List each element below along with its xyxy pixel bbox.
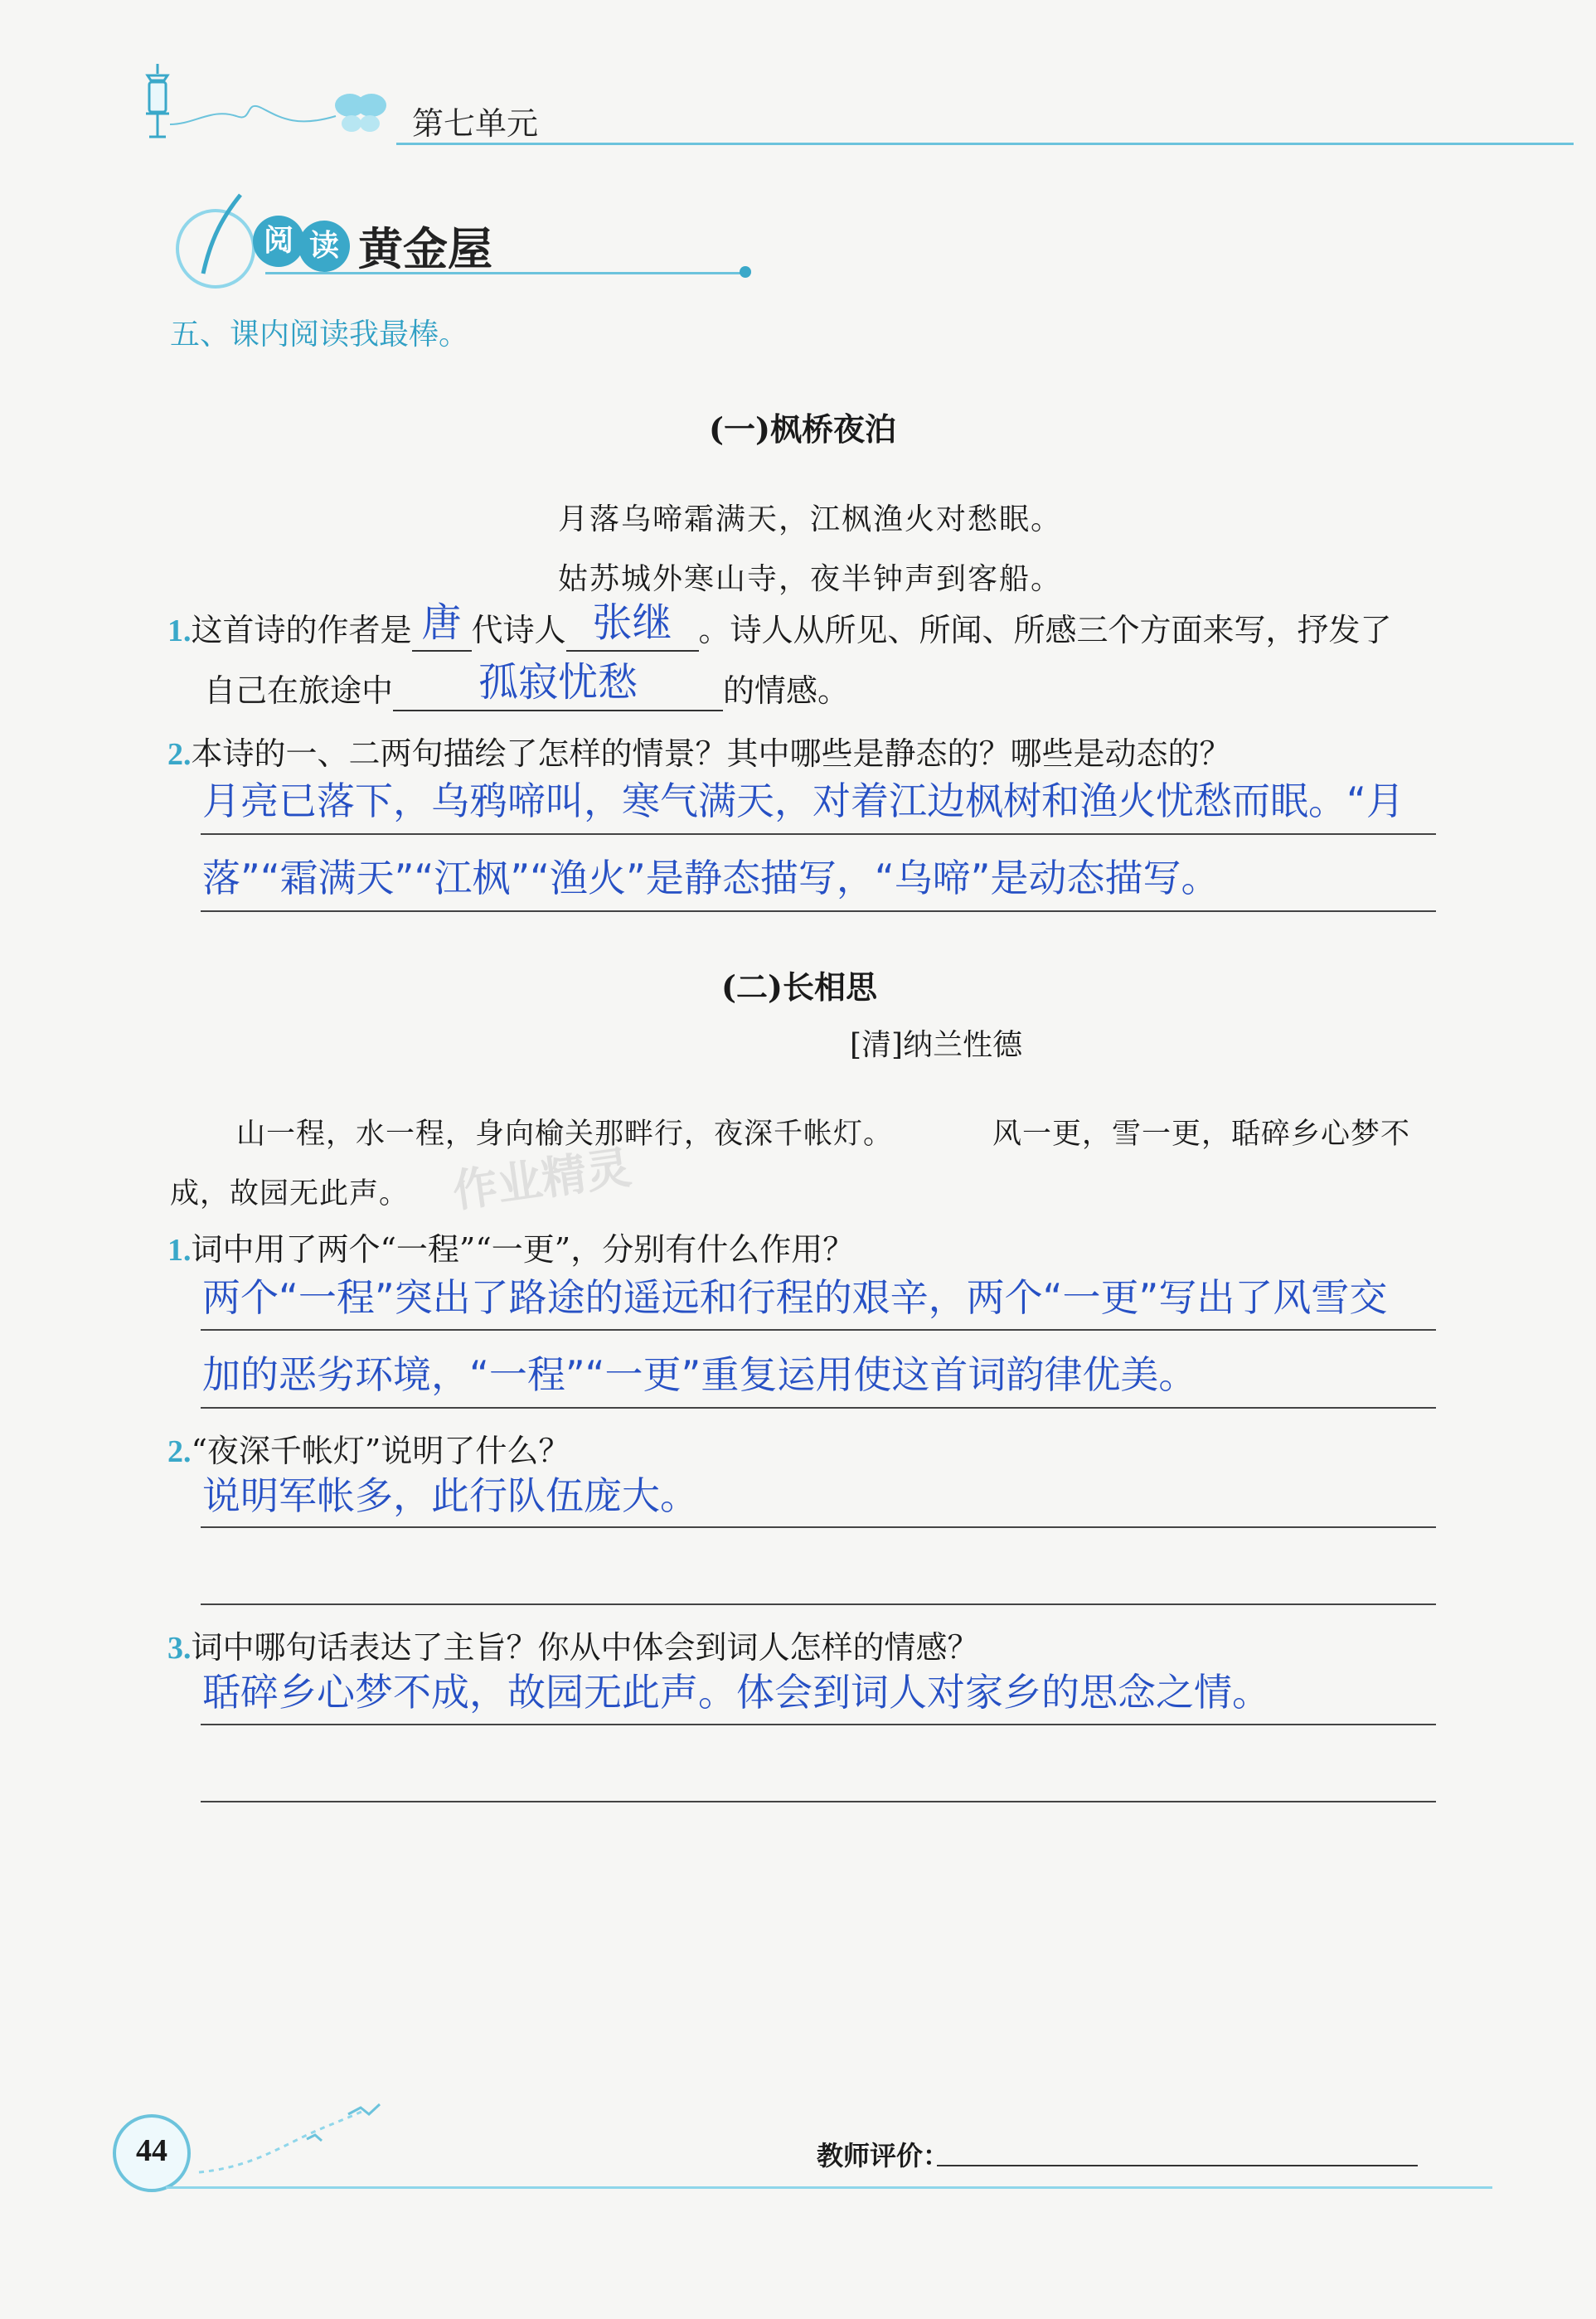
footer-rule bbox=[166, 2186, 1492, 2189]
answer-line: 两个“一程”突出了路途的遥远和行程的艰辛，两个“一更”写出了风雪交 bbox=[202, 1275, 1388, 1320]
emotion-answer: 孤寂忧愁 bbox=[478, 659, 638, 706]
part2-title: (二)长相思 bbox=[721, 968, 877, 1006]
watermark: 作业精灵 bbox=[449, 1141, 634, 1218]
quill-icon bbox=[166, 191, 265, 290]
question-text: 自己在旅途中 bbox=[204, 672, 394, 709]
header-rule bbox=[396, 143, 1574, 145]
part1-q2-question bbox=[167, 733, 1231, 775]
question-text: 词中用了两个“一程”“一更”，分别有什么作用？ bbox=[191, 1231, 855, 1268]
answer-rule bbox=[201, 1603, 1436, 1605]
question-text: 词中哪句话表达了主旨？你从中体会到词人怎样的情感？ bbox=[191, 1629, 979, 1666]
section-banner bbox=[166, 191, 763, 290]
answer-rule bbox=[201, 833, 1436, 835]
poet-answer: 张继 bbox=[592, 599, 672, 646]
read-circle-2: 读 bbox=[298, 221, 350, 272]
answer-line: 聒碎乡心梦不成，故园无此声。体会到词人对家乡的思念之情。 bbox=[202, 1670, 1270, 1715]
poem2-line-2: 成，故园无此声。 bbox=[170, 1177, 410, 1210]
question-text: 的情感。 bbox=[723, 672, 850, 709]
answer-rule bbox=[201, 1329, 1436, 1331]
read-circle-1: 阅 bbox=[253, 216, 304, 267]
poem2-line-1a: 山一程，水一程，身向榆关那畔行，夜深千帐灯。 bbox=[236, 1118, 894, 1151]
answer-line: 落”“霜满天”“江枫”“渔火”是静态描写，“乌啼”是动态描写。 bbox=[202, 856, 1220, 900]
answer-line: 加的恶劣环境，“一程”“一更”重复运用使这首词韵律优美。 bbox=[202, 1352, 1197, 1397]
poem1-line-2: 姑苏城外寒山寺，夜半钟声到客船。 bbox=[558, 562, 1063, 596]
butterfly-icon bbox=[332, 87, 390, 137]
question-number: 3. bbox=[167, 1631, 192, 1666]
part2-q3-question bbox=[167, 1627, 979, 1669]
unit-title: 第七单元 bbox=[412, 105, 539, 142]
part2-author: [清]纳兰性德 bbox=[850, 1028, 1023, 1062]
part2-q1-question bbox=[167, 1229, 854, 1271]
poem2-line-1b: 风一更，雪一更，聒碎乡心梦不 bbox=[992, 1118, 1411, 1151]
question-number: 1. bbox=[167, 614, 192, 648]
header bbox=[0, 0, 1596, 158]
answer-rule bbox=[201, 1407, 1436, 1409]
question-text: 这首诗的作者是 bbox=[191, 612, 412, 648]
poet-blank bbox=[566, 599, 699, 652]
banner-title: 黄金屋 bbox=[358, 222, 492, 275]
part1-q1-line1 bbox=[167, 599, 1392, 652]
question-text: 。诗人从所见、所闻、所感三个方面来写，抒发了 bbox=[698, 612, 1392, 648]
emotion-blank bbox=[393, 659, 723, 711]
question-text: “夜深千帐灯”说明了什么？ bbox=[191, 1433, 570, 1469]
part2-q2-question bbox=[167, 1430, 570, 1472]
question-number: 1. bbox=[167, 1233, 192, 1268]
question-number: 2. bbox=[167, 1434, 192, 1469]
part1-q1-line2 bbox=[204, 659, 850, 711]
answer-rule bbox=[201, 1801, 1436, 1802]
teacher-eval-label: 教师评价： bbox=[817, 2140, 950, 2171]
part1-title: (一)枫桥夜泊 bbox=[709, 410, 896, 448]
bird-decoration-icon bbox=[191, 2089, 398, 2189]
banner-rule bbox=[265, 272, 742, 274]
answer-rule bbox=[201, 1724, 1436, 1725]
teacher-eval-line[interactable] bbox=[937, 2165, 1418, 2166]
page-number: 44 bbox=[136, 2133, 167, 2168]
question-text: 本诗的一、二两句描绘了怎样的情景？其中哪些是静态的？哪些是动态的？ bbox=[191, 735, 1231, 772]
section-intro: 五、课内阅读我最棒。 bbox=[170, 318, 469, 352]
poem1-line-1: 月落乌啼霜满天，江枫渔火对愁眠。 bbox=[558, 502, 1063, 536]
question-text: 代诗人 bbox=[471, 612, 566, 648]
answer-line: 月亮已落下，乌鸦啼叫，寒气满天，对着江边枫树和渔火忧愁而眠。“月 bbox=[202, 779, 1404, 823]
dynasty-blank bbox=[412, 599, 472, 652]
dynasty-answer: 唐 bbox=[421, 599, 462, 646]
banner-dot bbox=[740, 266, 751, 278]
answer-line: 说明军帐多，此行队伍庞大。 bbox=[202, 1473, 698, 1518]
footer bbox=[0, 2089, 1596, 2222]
answer-rule bbox=[201, 1526, 1436, 1528]
answer-rule bbox=[201, 910, 1436, 912]
question-number: 2. bbox=[167, 737, 192, 772]
